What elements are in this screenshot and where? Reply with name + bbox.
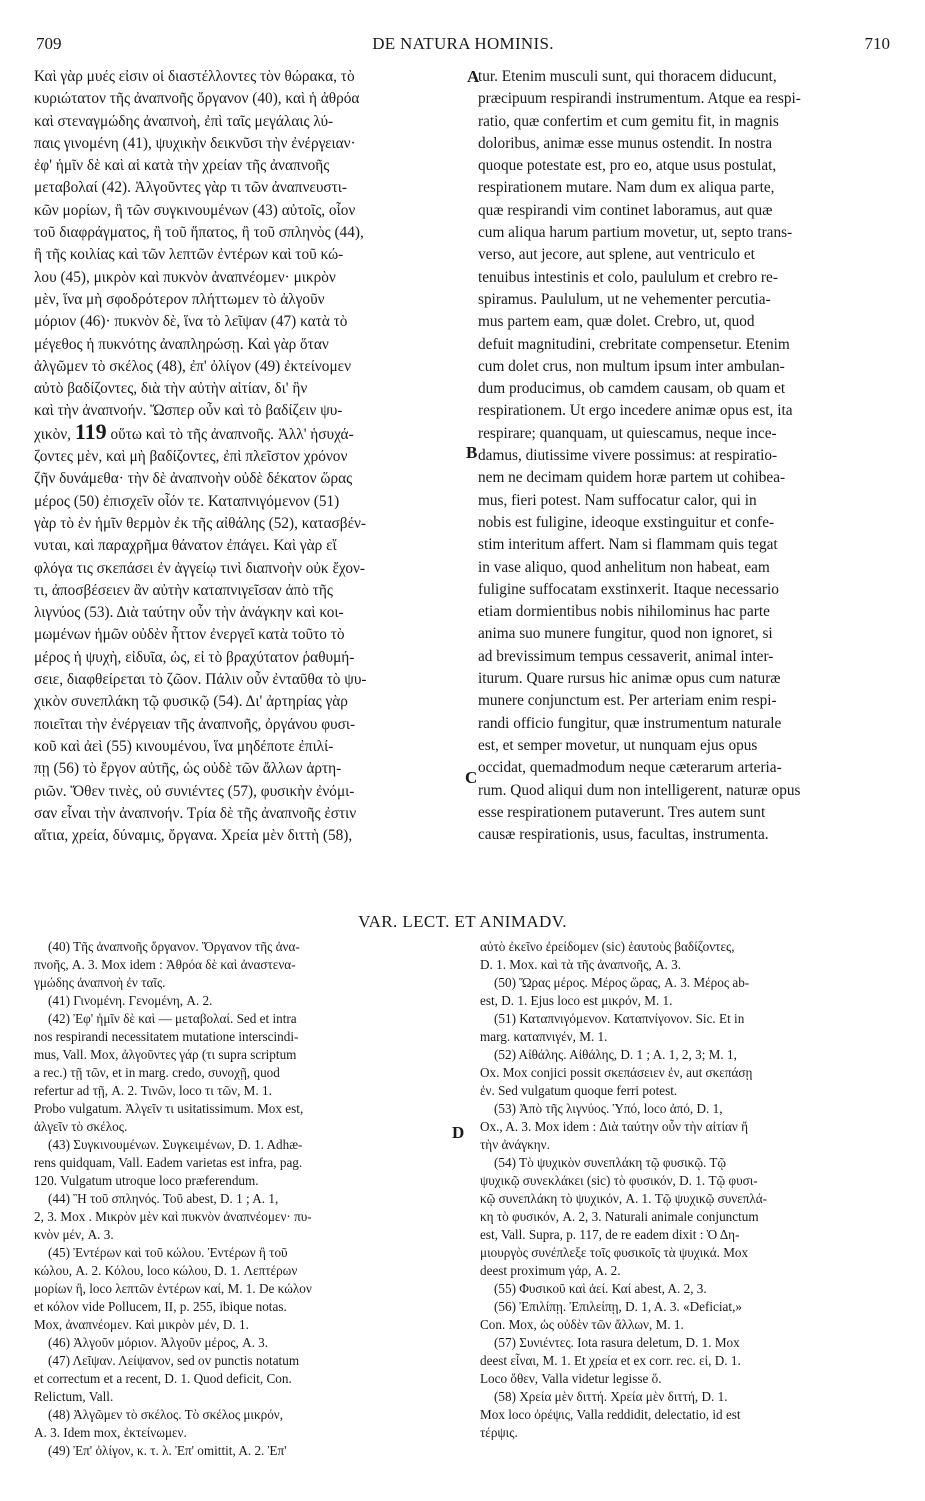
note-line: Loco ὅθεν, Valla videtur legisse ὅ. [480, 1371, 662, 1386]
greek-text-line: κῶν μορίων, ἢ τῶν συγκινουμένων (43) αὐτοῖς, οἷον [34, 201, 356, 219]
note-line: 2, 3. Mox . Μικρὸν μὲν καὶ πυκνὸν ἀναπνέομεν· πυ- [34, 1209, 312, 1224]
note-line: (54) Τὸ ψυχικὸν συνεπλάκη τῷ φυσικῷ. Τῷ [494, 1155, 727, 1170]
greek-text-line: ριῶν. Ὅθεν τινὲς, οὐ συνιέντες (57), φυσικὴν ἐνόμι- [34, 782, 355, 800]
note-line: (51) Καταπνιγόμενον. Καταπνίγονον. Sic. Et in [494, 1011, 745, 1026]
note-line: (41) Γινομένη. Γενομένη, A. 2. [48, 993, 213, 1008]
notes-left-column [34, 938, 454, 1460]
latin-text-line: iturum. Quare rursus hic animæ opus cum naturæ [478, 670, 781, 688]
latin-text-line: spiramus. Paululum, ut ne vehementer percutia- [478, 290, 771, 308]
margin-letter-b: B [466, 443, 478, 462]
note-line: a rec.) τῇ τῶν, et in marg. credo, συνοχῇ, quod [34, 1065, 280, 1080]
greek-text-line: σειε, διαφθείρεται τὸ ζῶον. Πάλιν οὖν ἐνταῦθα τὸ ψυ- [34, 671, 367, 689]
latin-text-line: anima suo munere fungitur, quod non ignoret, si [478, 625, 773, 643]
greek-text-line: Καὶ γὰρ μυές εἰσιν οἱ διαστέλλοντες τὸν θώρακα, τὸ [34, 68, 355, 85]
greek-text-line: ζοντες μὲν, καὶ μὴ βαδίζοντες, ἐπὶ πλεῖστον χρόνον [34, 448, 348, 466]
greek-text-line: μέγεθος ἡ πυκνότης ἀναπληρώσῃ. Καὶ γὰρ ὅταν [34, 335, 329, 353]
greek-text-line: καὶ τὴν ἀναπνοήν. Ὥσπερ οὖν καὶ τὸ βαδίζειν ψυ- [34, 402, 343, 420]
note-line: (40) Τῆς ἀναπνοῆς ὄργανον. Ὄργανον τῆς ἀνα- [48, 939, 300, 954]
latin-text-line: munere conjunctum est. Per arteriam enim respi- [478, 692, 777, 710]
note-line: (45) Ἐντέρων καὶ τοῦ κώλου. Ἐντέρων ἢ τοῦ [48, 1245, 288, 1260]
note-line: (44) Ἢ τοῦ σπληνός. Τοῦ abest, D. 1 ; A. 1, [48, 1191, 279, 1206]
latin-text-line: dum producimus, ob camdem causam, ob quam et [478, 380, 786, 398]
greek-text-line: αἴτια, χρεία, δύναμις, ὄργανα. Χρεία μὲν διττὴ (58), [34, 827, 353, 845]
margin-letter-d: D [452, 1123, 465, 1142]
latin-text-line: mus, fieri potest. Nam suffocatur calor, qui in [478, 491, 757, 509]
note-line: (55) Φυσικοῦ καὶ ἀεί. Καί abest, A. 2, 3. [494, 1281, 707, 1296]
note-line: rens quidquam, Vall. Eadem varietas est infra, pag. [34, 1155, 303, 1170]
latin-text-line: tur. Etenim musculi sunt, qui thoracem diducunt, [478, 68, 777, 85]
latin-text-line: est, et semper movetur, ut nunquam ejus opus [478, 736, 758, 754]
note-line: et correctum et a recent, D. 1. Quod deficit, Con. [34, 1371, 292, 1386]
greek-text-column [34, 66, 466, 847]
running-header [36, 34, 890, 56]
note-line: κώλου, A. 2. Κόλου, loco κώλου, D. 1. Λεπτέρων [34, 1263, 298, 1278]
greek-text-line: μὲν, ἵνα μὴ σφοδρότερον πλήττωμεν τὸ ἀλγοῦν [34, 290, 325, 308]
notes-right-column [480, 938, 892, 1442]
note-line: (43) Συγκινουμένων. Συγκειμένων, D. 1. Adhæ- [48, 1137, 303, 1152]
greek-text-line: λου (45), μικρὸν καὶ πυκνὸν ἀναπνέομεν· μικρὸν [34, 268, 336, 286]
margin-letter-c: C [465, 768, 478, 787]
note-line: (49) Ἐπ' ὀλίγον, κ. τ. λ. Ἐπ' omittit, A. 2. Ἐπ' [48, 1443, 287, 1458]
latin-text-column [478, 66, 894, 846]
latin-text-line: tenuibus intestinis et colo, paululum et crebro re- [478, 268, 778, 286]
greek-text-line: σαν εἶναι τὴν ἀναπνοήν. Τρία δὲ τῆς ἀναπνοῆς ἐστιν [34, 804, 357, 822]
latin-text-line: nobis est fuligine, ideoque exstinguitur et confe- [478, 513, 775, 531]
note-line: (53) Ἀπὸ τῆς λιγνύος. Ὑπό, loco ἀπό, D. 1, [494, 1101, 723, 1116]
note-line: (52) Αἰθάλης. Αἰθάλης, D. 1 ; A. 1, 2, 3; M. 1, [494, 1047, 737, 1062]
latin-text-line: quæ respirandi vim continet laboramus, aut quæ [478, 201, 773, 219]
greek-text-line: πῃ (56) τὸ ἔργον αὐτῆς, ὡς οὐδὲ τῶν ἄλλων ἀρτη- [34, 760, 342, 778]
greek-text-line: μεταβολαί (42). Ἀλγοῦντες γὰρ τι τῶν ἀναπνευστι- [34, 179, 347, 197]
note-line: (42) Ἐφ' ἡμῖν δὲ καὶ — μεταβολαί. Sed et intra [48, 1011, 297, 1026]
note-line: ψυχικῷ συνεκλάκει (sic) τὸ φυσικόν, D. 1. Τῷ φυσι- [480, 1173, 758, 1188]
note-line: κνὸν μέν, A. 3. [34, 1227, 114, 1242]
note-line: (57) Συνιέντες. Iota rasura deletum, D. 1. Mox [494, 1335, 740, 1350]
latin-text-line: ad brevissimum tempus cessaverit, animal inter- [478, 647, 774, 665]
greek-text-line: αὐτὸ βαδίζοντες, διὰ τὴν αὐτὴν αἰτίαν, δι' ἣν [34, 380, 308, 398]
note-line: est, D. 1. Ejus loco est μικρόν, M. 1. [480, 993, 673, 1008]
column-number-marker: 119 [74, 422, 107, 444]
variant-readings-heading: VAR. LECT. ET ANIMADV. [358, 912, 567, 931]
note-line: Mox, ἀναπνέομεν. Καὶ μικρὸν μέν, D. 1. [34, 1317, 249, 1332]
greek-text-line-with-column-number [34, 423, 466, 446]
note-line: Relictum, Vall. [34, 1389, 114, 1404]
note-line: et κόλον vide Pollucem, II, p. 255, ibique notas. [34, 1299, 287, 1314]
note-line: (47) Λεῖψαν. Λείψανον, sed ov punctis notatum [48, 1353, 300, 1368]
note-line: (56) Ἐπιλίπῃ. Ἐπιλείπῃ, D. 1, A. 3. «Deficiat,» [494, 1299, 742, 1314]
note-line: μιουργὸς συνέπλεξε τοῖς φυσικοῖς τὰ ψυχικά. Mox [480, 1245, 749, 1260]
greek-text-line: ἀλγῶμεν τὸ σκέλος (48), ἐπ' ὀλίγον (49) ἐκτείνομεν [34, 357, 351, 375]
greek-text-line: λιγνύος (53). Διὰ ταύτην οὖν τὴν ἀνάγκην καὶ κοι- [34, 604, 344, 622]
latin-text-line: mus partem eam, quæ dolet. Crebro, ut, quod [478, 313, 755, 331]
note-line: A. 3. Idem mox, ἐκτείνωμεν. [34, 1425, 187, 1440]
note-line: (48) Ἀλγῶμεν τὸ σκέλος. Τὸ σκέλος μικρόν, [48, 1407, 284, 1422]
note-line: marg. καταπνιγέν, M. 1. [480, 1029, 608, 1044]
greek-text-line: ποιεῖται τὴν ἐνέργειαν τῆς ἀναπνοῆς, ὀργάνου φυσι- [34, 715, 356, 733]
note-line: Ox., A. 3. Mox idem : Διὰ ταύτην οὖν τὴν αἰτίαν ἤ [480, 1119, 749, 1134]
note-line: D. 1. Mox. καὶ τὰ τῆς ἀναπνοῆς, A. 3. [480, 957, 682, 972]
note-line: (46) Ἀλγοῦν μόριον. Ἀλγοῦν μέρος, A. 3. [48, 1335, 269, 1350]
running-title: DE NATURA HOMINIS. [372, 34, 554, 53]
latin-text-line: respirare; quanquam, ut quiescamus, neque ince- [478, 424, 777, 442]
note-line: refertur ad τῇ, A. 2. Τινῶν, loco τι τῶν, M. 1. [34, 1083, 272, 1098]
greek-text-line: τοῦ διαφράγματος, ἢ τοῦ ἥπατος, ἢ τοῦ σπληνὸς (44), [34, 224, 364, 242]
note-line: αὐτὸ ἐκεῖνο ἐρείδομεν (sic) ἑαυτοὺς βαδίζοντες, [480, 939, 735, 954]
note-line: γμώδης ἀναπνοὴ ἐν ταῖς. [34, 975, 166, 990]
greek-text-line: μέρος (50) ἐπισχεῖν οἷόν τε. Καταπνιγόμενον (51) [34, 492, 340, 510]
latin-text-line: rum. Quod aliqui dum non intelligerent, naturæ opus [478, 781, 801, 799]
greek-text-line: φλόγα τις σκεπάσει ἐν ἀγγείῳ τινὶ διαπνοὴν οὐκ ἔχον- [34, 559, 366, 577]
latin-text-line: stim interitum affert. Nam si flammam quis tegat [478, 536, 778, 554]
note-line: mus, Vall. Mox, ἀλγοῦντες γάρ (τι supra scriptum [34, 1047, 297, 1062]
note-line: μορίων ἢ, loco λεπτῶν ἐντέρων καί, M. 1. De κώλον [34, 1281, 312, 1296]
greek-text-line: ἐφ' ἡμῖν δὲ καὶ αἱ κατὰ τὴν χρείαν τῆς ἀναπνοῆς [34, 157, 330, 175]
greek-text-line: καὶ στεναγμώδης ἀναπνοὴ, ἐπὶ ταῖς μεγάλαις λύ- [34, 112, 334, 130]
greek-text-line: μόριον (46)· πυκνὸν δὲ, ἵνα τὸ λεῖψαν (47) κατὰ τὸ [34, 313, 348, 331]
note-line: (50) Ὥρας μέρος. Μέρος ὥρας, A. 3. Μέρος ab- [494, 975, 750, 990]
note-line: nos respirandi necessitatem mutatione interscindi- [34, 1029, 299, 1044]
note-line: τὴν ἀνάγκην. [480, 1137, 550, 1152]
latin-text-line: ratio, quæ confertim et cum gemitu fit, in magnis [478, 112, 779, 130]
latin-text-line: quoque potestate est, pro eo, atque usus postulat, [478, 157, 777, 175]
latin-text-line: esse respirationem putaverunt. Tres autem sunt [478, 803, 766, 821]
greek-text-line: μωμένων ἡμῶν οὐδὲν ἧττον ἐνεργεῖ κατὰ τοῦτο τὸ [34, 626, 345, 644]
latin-text-line: respirationem mutare. Nam dum ex aliqua parte, [478, 179, 775, 197]
page-number-left: 709 [36, 34, 62, 53]
greek-text-line: γὰρ τὸ ἐν ἡμῖν θερμὸν ἐκ τῆς αἰθάλης (52), κατασβέν- [34, 514, 367, 532]
note-line: Probo vulgatum. Ἀλγεῖν τι usitatissimum. Mox est, [34, 1101, 304, 1116]
latin-text-line: doloribus, animæ esse munus ostendit. In nostra [478, 134, 773, 152]
greek-text-line: παις γινομένη (41), ψυχικὴν δεικνῦσι τὴν ἐνέργειαν· [34, 134, 356, 152]
page-number-right: 710 [864, 34, 890, 53]
latin-text-line: randi officio fungitur, quæ instrumentum naturale [478, 714, 782, 732]
note-line: ἐν. Sed vulgatum quoque ferri potest. [480, 1083, 678, 1098]
note-line: κη τὸ φυσικόν, A. 2, 3. Naturali animale conjunctum [480, 1209, 759, 1224]
latin-text-line: etiam dormientibus nobis nihilominus hac parte [478, 603, 770, 621]
note-line: 120. Vulgatum utroque loco præferendum. [34, 1173, 259, 1188]
latin-text-line: defuit magnitudini, crebritate compensetur. Etenim [478, 335, 790, 353]
margin-letter-a: A [467, 67, 480, 86]
note-line: ἀλγεῖν τὸ σκέλος. [34, 1119, 128, 1134]
note-line: deest εἶναι, M. 1. Et χρεία et ex corr. rec. εἰ, D. 1. [480, 1353, 741, 1368]
greek-text-line: ἢ τῆς κοιλίας καὶ τῶν λεπτῶν ἐντέρων καὶ τοῦ κώ- [34, 246, 344, 264]
latin-text-line: in vase aliquo, quod anhelitum non habeat, eam [478, 558, 770, 576]
note-line: est, Vall. Supra, p. 117, de re eadem dixit : Ὁ Δη- [480, 1227, 740, 1242]
greek-text-fragment: χικὸν, [34, 425, 75, 443]
latin-text-line: verso, aut jecore, aut splene, aut ventriculo et [478, 246, 755, 264]
greek-text-line: τι, ἀποσβέσειεν ἂν αὐτὴν καταπνιγεῖσαν ἀπὸ τῆς [34, 581, 333, 599]
latin-text-line: præcipuum respirandi instrumentum. Atque ea respi- [478, 90, 801, 108]
latin-text-line: occidat, quemadmodum neque cæterarum arteria- [478, 759, 782, 777]
latin-text-line: causæ respirationis, usus, facultas, instrumenta. [478, 826, 769, 844]
note-line: (58) Χρεία μὲν διττή. Χρεία μὲν διττή, D. 1. [494, 1389, 728, 1404]
note-line: Con. Mox, ὡς οὐδὲν τῶν ἄλλων, M. 1. [480, 1317, 684, 1332]
greek-text-line: κοῦ καὶ ἀεὶ (55) κινουμένου, ἵνα μηδέποτε ἐπιλί- [34, 737, 334, 755]
latin-text-line: respirationem. Ut ergo incedere animæ opus est, ita [478, 402, 793, 420]
note-line: τέρψις. [480, 1425, 518, 1440]
greek-text-line: χικὸν συνεπλάκη τῷ φυσικῷ (54). Δι' ἀρτηρίας γὰρ [34, 693, 348, 711]
note-line: πνοῆς, A. 3. Mox idem : Ἀθρόα δὲ καὶ ἀναστενα- [34, 957, 296, 972]
greek-text-line: μέρος ἡ ψυχὴ, εἰδυῖα, ὡς, εἰ τὸ βραχύτατον ῥαθυμή- [34, 648, 355, 666]
note-line: deest proximum γάρ, A. 2. [480, 1263, 621, 1278]
latin-text-line: fuligine suffocatam exstinxerit. Itaque necessario [478, 580, 779, 598]
latin-text-line: cum dolet crus, non multum ipsum inter ambulan- [478, 357, 785, 375]
greek-text-fragment: οὕτω καὶ τὸ τῆς ἀναπνοῆς. Ἀλλ' ἡσυχά- [106, 425, 354, 443]
latin-text-line: cum aliqua harum partium movetur, ut, septo trans- [478, 224, 793, 242]
note-line: Ox. Mox conjici possit σκεπάσειεν ἐν, aut σκεπάσῃ [480, 1065, 753, 1080]
greek-text-line: κυριώτατον τῆς ἀναπνοῆς ὄργανον (40), καὶ ἡ ἀθρόα [34, 90, 360, 108]
greek-text-line: νυται, καὶ παραχρῆμα θάνατον ἐπάγει. Καὶ γὰρ εἴ [34, 537, 337, 555]
latin-text-line: nem ne decimam quidem horæ partem ut cohibea- [478, 469, 786, 487]
note-line: κῷ συνεπλάκη τὸ ψυχικόν, A. 1. Τῷ ψυχικῷ συνεπλά- [480, 1191, 768, 1206]
latin-text-line: damus, diutissime vivere possimus: at respiratio- [478, 447, 778, 465]
note-line: Mox loco ὀρέψις, Valla reddidit, delectatio, id est [480, 1407, 741, 1422]
greek-text-line: ζῆν δυνάμεθα· τὴν δὲ ἀναπνοὴν οὐδὲ δέκατον ὥρας [34, 470, 353, 488]
